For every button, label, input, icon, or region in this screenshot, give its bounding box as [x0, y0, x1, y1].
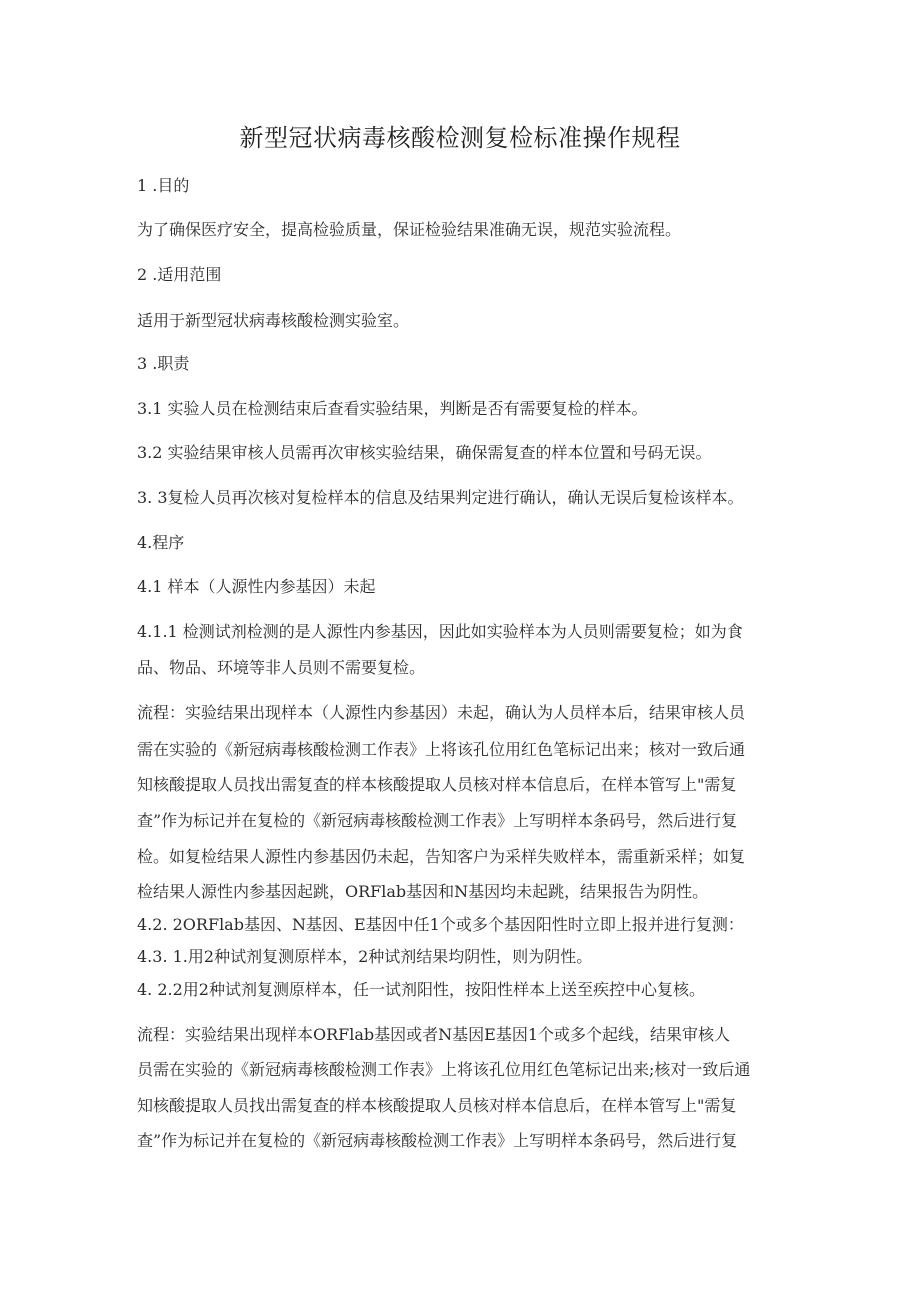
section-heading-duties: 3 .职责: [137, 354, 190, 373]
text-line: 员需在实验的《新冠病毒核酸检测工作表》上将该孔位用红色笔标记出来;核对一致后通: [137, 1060, 751, 1079]
text-line: 检结果人源性内参基因起跳，ORFlab基因和N基因均未起跳，结果报告为阴性。: [137, 882, 709, 901]
text-line: 需在实验的《新冠病毒核酸检测工作表》上将该孔位用红色笔标记出来；核对一致后通: [137, 740, 746, 759]
paragraph-purpose: 为了确保医疗安全，提高检验质量，保证检验结果准确无误，规范实验流程。: [137, 220, 682, 239]
text-line: 3. 3复检人员再次核对复检样本的信息及结果判定进行确认，确认无误后复检该样本。: [137, 488, 744, 507]
section-heading-procedure: 4.程序: [137, 533, 185, 552]
document-title: 新型冠状病毒核酸检测复检标准操作规程: [239, 124, 681, 152]
text-line: 4.1.1 检测试剂检测的是人源性内参基因，因此如实验样本为人员则需要复检；如为食: [137, 622, 743, 641]
text-line: 流程：实验结果出现样本（人源性内参基因）未起，确认为人员样本后，结果审核人员: [137, 703, 746, 722]
text-line: 4. 2.2用2种试剂复测原样本，任一试剂阳性，按阳性样本上送至疾控中心复核。: [137, 980, 705, 999]
section-heading-purpose: 1 .目的: [137, 176, 190, 195]
text-line: 查”作为标记并在复检的《新冠病毒核酸检测工作表》上写明样本条码号，然后进行复: [137, 811, 738, 830]
text-line: 品、物品、环境等非人员则不需要复检。: [137, 658, 426, 677]
section-heading-scope: 2 .适用范围: [137, 265, 222, 284]
text-line: 4.2. 2ORFlab基因、N基因、E基因中任1个或多个基因阳性时立即上报并进行复测：: [137, 915, 744, 934]
text-line: 检。如复检结果人源性内参基因仍未起，告知客户为采样失败样本，需重新采样；如复: [137, 847, 746, 866]
text-line: 流程：实验结果出现样本ORFlab基因或者N基因E基因1个或多个起线，结果审核人: [137, 1025, 731, 1044]
text-line: 知核酸提取人员找出需复查的样本核酸提取人员核对样本信息后，在样本管写上"需复: [137, 1096, 737, 1115]
text-line: 3.2 实验结果审核人员需再次审核实验结果，确保需复查的样本位置和号码无误。: [137, 443, 712, 462]
text-line: 知核酸提取人员找出需复查的样本核酸提取人员核对样本信息后，在样本管写上"需复: [137, 775, 737, 794]
text-line: 3.1 实验人员在检测结束后查看实验结果，判断是否有需要复检的样本。: [137, 399, 648, 418]
text-line: 4.1 样本（人源性内参基因）未起: [137, 577, 376, 596]
text-line: 4.3. 1.用2种试剂复测原样本，2种试剂结果均阴性，则为阴性。: [137, 947, 593, 966]
text-line: 查”作为标记并在复检的《新冠病毒核酸检测工作表》上写明样本条码号，然后进行复: [137, 1131, 738, 1150]
paragraph-scope: 适用于新型冠状病毒核酸检测实验室。: [137, 311, 410, 330]
